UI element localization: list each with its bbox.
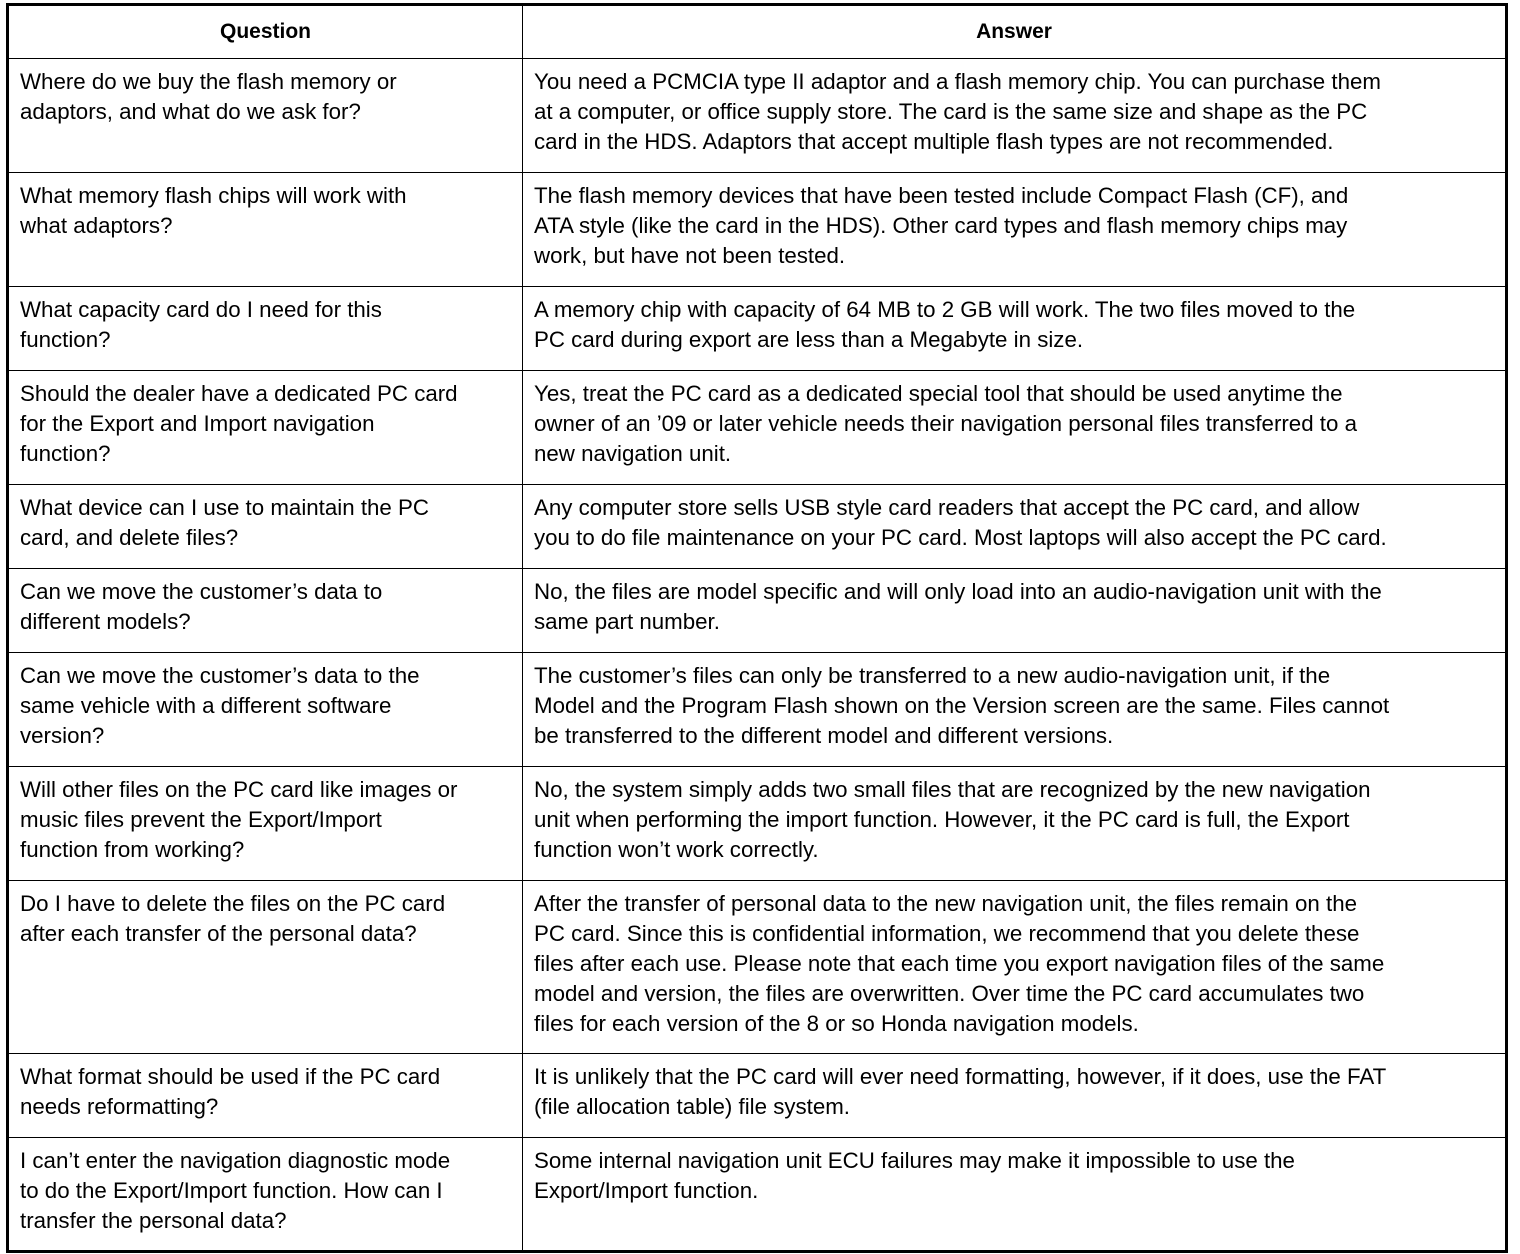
- table-row: [8, 173, 1507, 287]
- table-row: [8, 569, 1507, 653]
- table-row: [8, 1138, 1507, 1252]
- table-row: [8, 371, 1507, 485]
- table-row: [8, 653, 1507, 767]
- question-cell: What capacity card do I need for this function?: [8, 287, 523, 371]
- question-cell: What memory flash chips will work with what adaptors?: [8, 173, 523, 287]
- answer-cell: The flash memory devices that have been tested include Compact Flash (CF), and ATA style (like the card in the HDS). Other card types and flash memory chips may work, but have not been tested.: [523, 173, 1507, 287]
- answer-cell: No, the system simply adds two small files that are recognized by the new navigation unit when performing the import function. However, it the PC card is full, the Export function won’t work correctly.: [523, 767, 1507, 881]
- answer-cell: The customer’s files can only be transferred to a new audio-navigation unit, if the Model and the Program Flash shown on the Version screen are the same. Files cannot be transferred to the different model and different versions.: [523, 653, 1507, 767]
- answer-header: Answer: [523, 5, 1507, 59]
- question-header: Question: [8, 5, 523, 59]
- question-cell: I can’t enter the navigation diagnostic mode to do the Export/Import function. How can I transfer the personal data?: [8, 1138, 523, 1252]
- answer-cell: It is unlikely that the PC card will ever need formatting, however, if it does, use the FAT (file allocation table) file system.: [523, 1054, 1507, 1138]
- answer-cell: A memory chip with capacity of 64 MB to 2 GB will work. The two files moved to the PC card during export are less than a Megabyte in size.: [523, 287, 1507, 371]
- answer-cell: Yes, treat the PC card as a dedicated special tool that should be used anytime the owner of an ’09 or later vehicle needs their navigation personal files transferred to a new navigation unit.: [523, 371, 1507, 485]
- question-cell: Should the dealer have a dedicated PC card for the Export and Import navigation function?: [8, 371, 523, 485]
- faq-table: [6, 3, 1508, 1253]
- question-cell: Can we move the customer’s data to different models?: [8, 569, 523, 653]
- question-cell: Can we move the customer’s data to the same vehicle with a different software version?: [8, 653, 523, 767]
- table-row: [8, 59, 1507, 173]
- header-row: [8, 5, 1507, 59]
- answer-cell: No, the files are model specific and will only load into an audio-navigation unit with the same part number.: [523, 569, 1507, 653]
- answer-cell: Some internal navigation unit ECU failures may make it impossible to use the Export/Import function.: [523, 1138, 1507, 1252]
- answer-cell: You need a PCMCIA type II adaptor and a flash memory chip. You can purchase them at a computer, or office supply store. The card is the same size and shape as the PC card in the HDS. Adaptors that accept multiple flash types are not recommended.: [523, 59, 1507, 173]
- table-row: [8, 485, 1507, 569]
- question-cell: What format should be used if the PC card needs reformatting?: [8, 1054, 523, 1138]
- question-cell: What device can I use to maintain the PC card, and delete files?: [8, 485, 523, 569]
- answer-cell: After the transfer of personal data to the new navigation unit, the files remain on the PC card. Since this is confidential information, we recommend that you delete these files after each use. Please note that each time you export navigation files of the same model and version, the files are overwritten. Over time the PC card accumulates two files for each version of the 8 or so Honda navigation models.: [523, 881, 1507, 1054]
- table-row: [8, 881, 1507, 1054]
- question-cell: Where do we buy the flash memory or adaptors, and what do we ask for?: [8, 59, 523, 173]
- table-row: [8, 1054, 1507, 1138]
- table-row: [8, 767, 1507, 881]
- answer-cell: Any computer store sells USB style card readers that accept the PC card, and allow you to do file maintenance on your PC card. Most laptops will also accept the PC card.: [523, 485, 1507, 569]
- table-row: [8, 287, 1507, 371]
- question-cell: Do I have to delete the files on the PC card after each transfer of the personal data?: [8, 881, 523, 1054]
- question-cell: Will other files on the PC card like images or music files prevent the Export/Import function from working?: [8, 767, 523, 881]
